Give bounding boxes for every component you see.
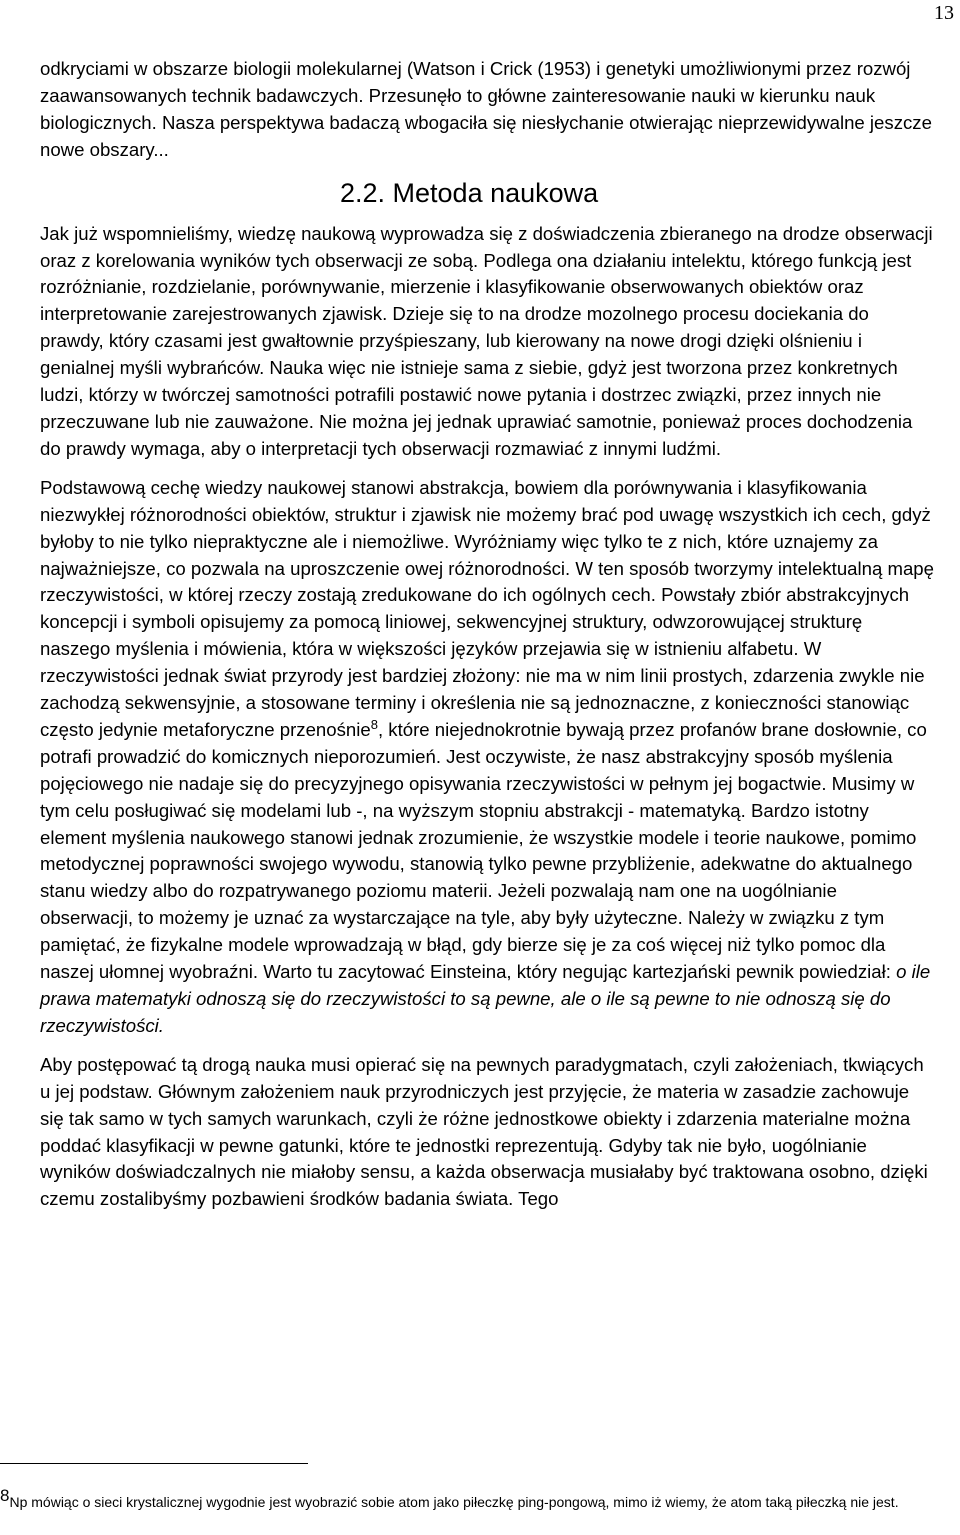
paragraph-2: [40, 475, 935, 1040]
paragraph-2-part-a: Podstawową cechę wiedzy naukowej stanowi abstrakcja, bowiem dla porównywania i klasyfikowania niezwykłej różnorodności obiektów, struktur i zjawisk nie możemy brać pod uwagę wszystkich ich cech, gdyż byłoby to nie tylko niepraktyczne ale i niemożliwe. Wyróżniamy więc tylko te z nich, które uznajemy za najważniejsze, co pozwala na uproszczenie owej różnorodności. W ten sposób tworzymy intelektualną mapę rzeczywistości, w której rzeczy zostają zredukowane do ich ogólnych cech. Powstały zbiór abstrakcyjnych koncepcji i symboli opisujemy za pomocą liniowej, sekwencyjnej struktury, odwzorowującej strukturę naszego myślenia i mówienia, która w większości języków przejawia się w istnieniu alfabetu. W rzeczywistości jednak świat przyrody jest bardziej złożony: nie ma w nim linii prostych, zdarzenia zwykle nie zachodzą sekwensyjnie, a stosowane terminy i określenia nie są jednoznaczne, z konieczności stanowiąc często jedynie metaforyczne przenośnie: [40, 476, 934, 740]
einstein-quote: o ile prawa matematyki odnoszą się do rzeczywistości to są pewne, ale o ile są pewne to nie odnoszą się do rzeczywistości.: [40, 961, 931, 1036]
footnote-text: Np mówiąc o sieci krystalicznej wygodnie jest wyobrazić sobie atom jako piłeczkę ping-pongową, mimo iż wiemy, że atom taką piłeczką nie jest.: [9, 1494, 899, 1510]
footnote-divider: [0, 1463, 308, 1464]
footnote-mark: 8: [0, 1486, 10, 1505]
paragraph-2-part-b: , które niejednokrotnie bywają przez profanów brane dosłownie, co potrafi prowadzić do komicznych nieporozumień. Jest oczywiste, że nasz abstrakcyjny sposób myślenia pojęciowego nie nadaje się do precyzyjnego opisywania rzeczywistości w pełnym jej bogactwie. Musimy w tym celu posługiwać się modelami lub -, na wyższym stopniu abstrakcji - matematyką. Bardzo istotny element myślenia naukowego stanowi jednak zrozumienie, że wszystkie modele i teorie naukowe, pomimo metodycznej poprawności swojego wywodu, stanowią tylko pewne przybliżenie, adekwatne do aktualnego stanu wiedzy albo do rozpatrywanego poziomu materii. Jeżeli pozwalają nam one na uogólnianie obserwacji, to możemy je uznać za wystarczające na tyle, aby były użyteczne. Należy w związku z tym pamiętać, że fizykalne modele wprowadzają w błąd, gdy bierze się je za coś więcej niż tylko pomoc dla naszej ułomnej wyobraźni. Warto tu zacytować Einsteina, który negując kartezjański pewnik powiedział:: [40, 718, 927, 983]
section-heading: 2.2. Metoda naukowa: [340, 177, 599, 208]
intro-paragraph: odkryciami w obszarze biologii molekularnej (Watson i Crick (1953) i genetyki umożliwionymi przez rozwój zaawansowanych technik badawczych. Przesunęło to główne zainteresowanie nauki w kierunku nauk biologicznych. Nasza perspektywa badaczą wbogaciła się niesłychanie otwierając nieprzewidywalne jeszcze nowe obszary...: [40, 58, 932, 160]
page-body: [40, 56, 935, 1213]
paragraph-1: Jak już wspomnieliśmy, wiedzę naukową wyprowadza się z doświadczenia zbieranego na drodze obserwacji oraz z korelowania wyników tych obserwacji ze sobą. Podlega ona działaniu intelektu, którego funkcją jest rozróżnianie, rozdzielanie, porównywanie, mierzenie i klasyfikowanie obserwowanych obiektów oraz interpretowanie zarejestrowanych zjawisk. Dzieje się to na drodze mozolnego procesu dociekania do prawdy, który czasami jest gwałtownie przyśpieszany, lub kierowany na nowe drogi dzięki olśnieniu i genialnej myśli wybrańców. Nauka więc nie istnieje sama z siebie, gdyż jest tworzona przez konkretnych ludzi, którzy w twórczej samotności potrafili postawić nowe pytania i dostrzec związki, przez innych nie przeczuwane lub nie zauważone. Nie można jej jednak uprawiać samotnie, ponieważ proces dochodzenia do prawdy wymaga, aby o interpretacji tych obserwacji rozmawiać z innymi ludźmi.: [40, 222, 933, 459]
paragraph-3: Aby postępować tą drogą nauka musi opierać się na pewnych paradygmatach, czyli założeniach, tkwiących u jej podstaw. Głównym założeniem nauk przyrodniczych jest przyjęcie, że materia w zasadzie zachowuje się tak samo w tych samych warunkach, czyli że różne jednostkowe obiekty i zdarzenia materialne można poddać klasyfikacji w pewne gatunki, które te jednostki reprezentują. Gdyby tak nie było, uogólnianie wyników doświadczalnych nie miałoby sensu, a każda obserwacja musiałaby być traktowana osobno, dzięki czemu zostalibyśmy pozbawieni środków badania świata. Tego: [40, 1053, 928, 1210]
page-number: 13: [934, 2, 954, 24]
footnote-reference[interactable]: 8: [370, 716, 378, 732]
footnote: [0, 1486, 958, 1512]
